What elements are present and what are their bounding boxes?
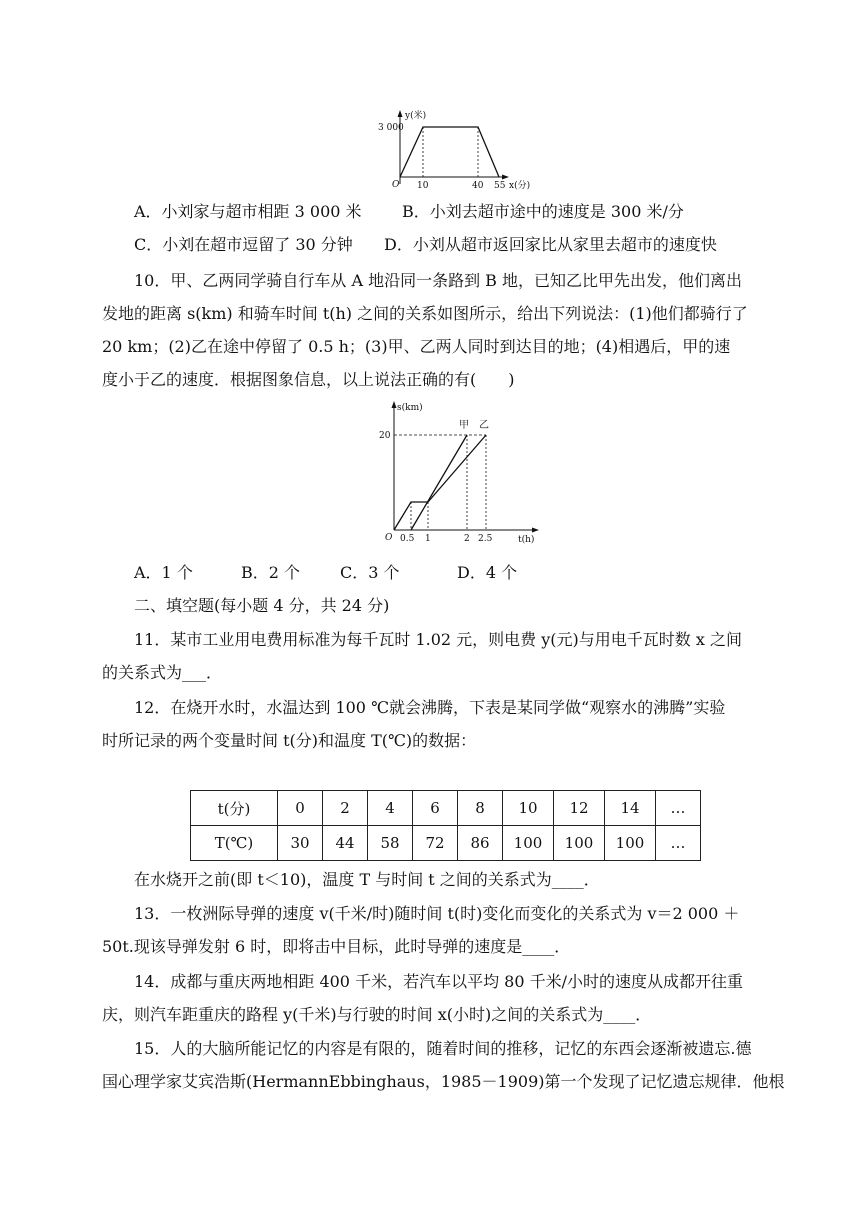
q10-line-4: 度小于乙的速度．根据图象信息，以上说法正确的有( ): [102, 370, 515, 389]
q10-x-label: t(h): [518, 535, 535, 545]
q12-line-1: 12．在烧开水时，水温达到 100 ℃就会沸腾，下表是某同学做“观察水的沸腾”实验: [134, 698, 726, 717]
q11-line-1: 11．某市工业用电费用标准为每千瓦时 1.02 元，则电费 y(元)与用电千瓦时数 x 之间: [134, 630, 742, 649]
q10-line-2: 发地的距离 s(km) 和骑车时间 t(h) 之间的关系如图所示，给出下列说法：(1)他们都骑行了: [102, 304, 748, 323]
q9-option-d: D．小刘从超市返回家比从家里去超市的速度快: [384, 235, 717, 254]
table-row: [191, 791, 701, 826]
table-cell: 10: [503, 791, 554, 826]
q10-y-arrow: [392, 401, 397, 408]
q10-option-a: A．1 个: [134, 563, 193, 582]
table-row: [191, 826, 701, 861]
q10-line-1: 10．甲、乙两同学骑自行车从 A 地沿同一条路到 B 地，已知乙比甲先出发，他们离出: [134, 271, 743, 290]
q9-figure: [378, 108, 538, 190]
q9-x-tick-10: 10: [417, 181, 429, 190]
q10-figure: [375, 398, 555, 548]
q10-x-tick-2: 2: [464, 534, 470, 544]
q14-line-2: 庆，则汽车距重庆的路程 y(千米)与行驶的时间 x(小时)之间的关系式为____．: [102, 1005, 652, 1024]
table-cell: 58: [368, 826, 413, 861]
q9-x-tick-40: 40: [472, 181, 484, 190]
table-cell: 14: [605, 791, 656, 826]
q10-x-tick-05: 0.5: [400, 534, 415, 544]
q9-y-arrow: [398, 110, 403, 117]
section-2-heading: 二、填空题(每小题 4 分，共 24 分): [134, 596, 390, 615]
q9-y-label: y(米): [405, 111, 427, 121]
table-cell: 100: [503, 826, 554, 861]
table-cell: 2: [323, 791, 368, 826]
table-cell: 4: [368, 791, 413, 826]
table-cell: t(分): [191, 791, 278, 826]
q9-x-tick-55: 55: [494, 181, 506, 190]
q10-series-yi: [394, 435, 486, 530]
table-cell: 8: [458, 791, 503, 826]
table-cell: …: [656, 791, 701, 826]
q9-y-tick: 3 000: [378, 123, 404, 133]
q11-line-2: 的关系式为___．: [102, 663, 223, 682]
table-cell: 0: [278, 791, 323, 826]
q10-x-tick-25: 2.5: [478, 534, 493, 544]
q9-origin: O: [392, 180, 400, 190]
q12-data-table: [190, 790, 701, 861]
q10-option-d: D．4 个: [457, 563, 518, 582]
q12-line-2: 时所记录的两个变量时间 t(分)和温度 T(℃)的数据：: [102, 731, 477, 750]
q10-x-tick-1: 1: [425, 534, 431, 544]
q10-option-c: C．3 个: [340, 563, 400, 582]
q10-y-label: s(km): [397, 403, 423, 413]
q9-option-c: C．小刘在超市逗留了 30 分钟: [134, 235, 353, 254]
table-cell: 6: [413, 791, 458, 826]
q13-line-1: 13．一枚洲际导弹的速度 v(千米/时)随时间 t(时)变化而变化的关系式为 v＝2 000 ＋: [134, 904, 740, 923]
q14-line-1: 14．成都与重庆两地相距 400 千米，若汽车以平均 80 千米/小时的速度从成都开往重: [134, 972, 743, 991]
q10-label-yi: 乙: [479, 420, 489, 431]
q9-option-b: B．小刘去超市途中的速度是 300 米/分: [402, 202, 684, 221]
table-cell: 44: [323, 826, 368, 861]
q15-line-2: 国心理学家艾宾浩斯(HermannEbbinghaus，1985－1909)第一个发现了记忆遗忘规律．他根: [102, 1072, 785, 1091]
q10-option-b: B．2 个: [241, 563, 301, 582]
table-cell: 30: [278, 826, 323, 861]
q10-x-arrow: [532, 528, 539, 533]
q10-series-jia: [411, 435, 467, 530]
q10-y-tick: 20: [379, 431, 391, 441]
table-cell: 72: [413, 826, 458, 861]
q12-after-table: 在水烧开之前(即 t＜10)，温度 T 与时间 t 之间的关系式为____．: [134, 870, 600, 889]
q9-x-arrow: [502, 175, 509, 180]
q10-line-3: 20 km；(2)乙在途中停留了 0.5 h；(3)甲、乙两人同时到达目的地；(4)相遇后，甲的速: [102, 337, 731, 356]
table-cell: T(℃): [191, 826, 278, 861]
table-cell: 100: [605, 826, 656, 861]
q10-origin: O: [385, 533, 393, 543]
table-cell: 86: [458, 826, 503, 861]
q10-label-jia: 甲: [459, 420, 469, 431]
q9-graph-line: [400, 127, 499, 177]
q15-line-1: 15．人的大脑所能记忆的内容是有限的，随着时间的推移，记忆的东西会逐渐被遗忘.德: [134, 1039, 752, 1058]
q9-option-a: A．小刘家与超市相距 3 000 米: [134, 202, 362, 221]
table-cell: 12: [554, 791, 605, 826]
q13-line-2: 50t.现该导弹发射 6 时，即将击中目标，此时导弹的速度是____．: [102, 937, 571, 956]
table-cell: …: [656, 826, 701, 861]
table-cell: 100: [554, 826, 605, 861]
q9-x-label: x(分): [509, 181, 531, 190]
